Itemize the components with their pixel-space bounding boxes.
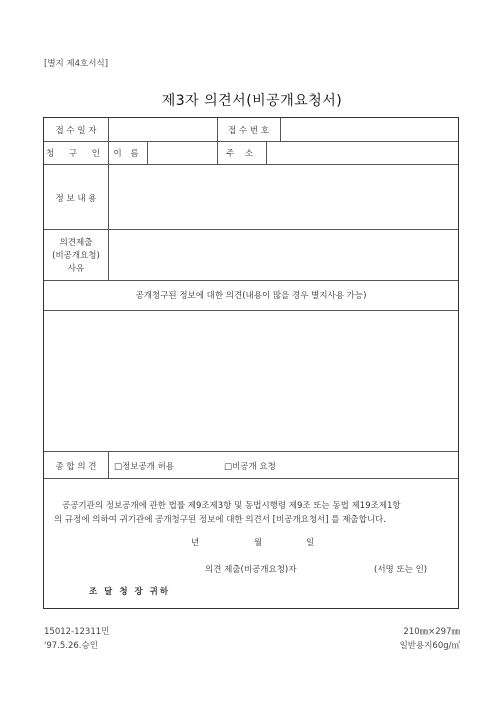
date-year-label: 년	[191, 538, 200, 548]
overall-opinion-label: 종 합 의 견	[55, 462, 97, 472]
option-disclose-checkbox[interactable]: □정보공개 허용	[114, 462, 174, 472]
reason-label-line2: (비공개요청)	[52, 251, 100, 261]
row-divider	[44, 310, 458, 311]
statement-line-1: 공공기관의 정보공개에 관한 법률 제9조제3항 및 동법시행령 제9조 또는 동법 제19조제1항	[62, 501, 401, 511]
row-divider	[44, 478, 458, 479]
row-divider	[44, 229, 458, 230]
row-divider	[44, 141, 458, 142]
name-label: 이 름	[113, 149, 142, 159]
row-divider	[44, 164, 458, 165]
reason-field[interactable]	[111, 232, 455, 277]
addressee-label: 조 달 청 장 귀하	[89, 587, 171, 597]
option-nondisclose-checkbox[interactable]: □비공개 요청	[224, 462, 276, 472]
requester-label: 청 구 인	[45, 149, 107, 159]
form-number-label: [별지 제4호서식]	[44, 59, 109, 69]
form-frame	[43, 117, 459, 609]
receipt-number-label: 접 수 번 호	[228, 126, 269, 136]
form-code: 15012-12311민	[44, 627, 110, 637]
col-divider	[266, 141, 267, 164]
address-label: 주 소	[225, 149, 258, 159]
date-month-label: 월	[254, 538, 263, 548]
date-day-label: 일	[306, 538, 315, 548]
signature-label: (서명 또는 인)	[374, 565, 428, 575]
col-divider	[147, 141, 148, 164]
receipt-number-field[interactable]	[283, 121, 455, 138]
opinion-field[interactable]	[47, 313, 455, 448]
row-divider	[44, 280, 458, 281]
approval-date: '97.5.26.승인	[44, 641, 98, 651]
receipt-date-field[interactable]	[110, 121, 214, 138]
reason-label-line3: 사유	[67, 264, 85, 274]
address-field[interactable]	[269, 144, 455, 161]
info-content-field[interactable]	[111, 167, 455, 226]
col-divider	[108, 451, 109, 478]
paper-type: 일반용지60g/㎡	[399, 641, 460, 651]
reason-label-line1: 의견제출	[59, 238, 93, 248]
paper-size: 210㎜×297㎜	[403, 627, 460, 637]
receipt-date-label: 접 수 일 자	[55, 126, 97, 136]
opinion-header: 공개청구된 정보에 대한 의견(내용이 많을 경우 별지사용 가능)	[135, 291, 367, 301]
submitter-label: 의견 제출(비공개요청)자	[205, 565, 297, 575]
info-content-label: 정 보 내 용	[55, 194, 97, 204]
col-divider	[280, 118, 281, 141]
statement-line-2: 의 규정에 의하여 귀기관에 공개청구된 정보에 대한 의견서 [비공개요청서] 를 제출합니다.	[54, 515, 386, 525]
document-title: 제3자 의견서(비공개요청서)	[161, 93, 343, 109]
name-field[interactable]	[150, 144, 214, 161]
row-divider	[44, 451, 458, 452]
col-divider	[108, 118, 109, 280]
